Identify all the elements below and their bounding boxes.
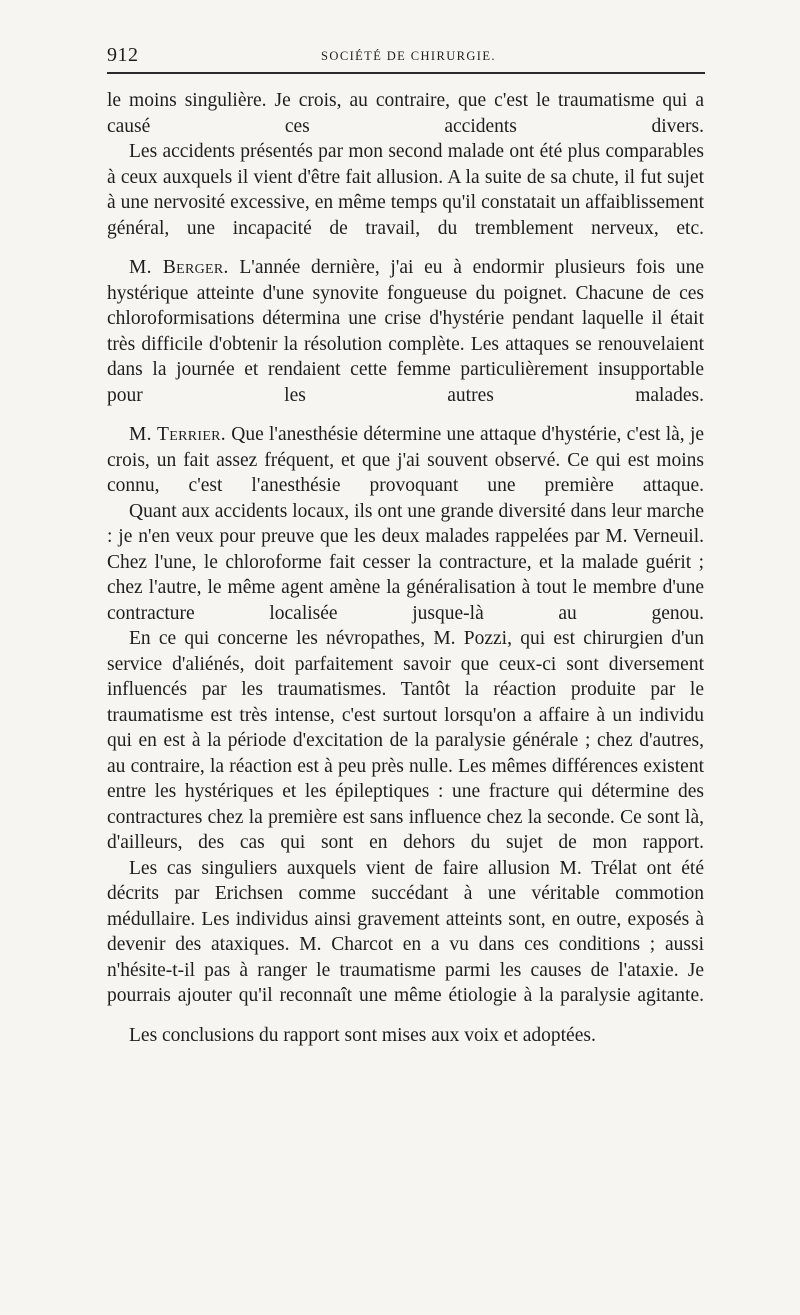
paragraph-nevropathes [107,626,704,856]
page-number: 912 [107,44,139,66]
paragraph-text: Que l'anesthésie détermine une attaque d'hystérie, c'est là, je crois, un fait assez fréquent, et que j'ai souvent observé. Ce qui est moins connu, c'est l'anesthésie provoquant une première attaque. [107,424,705,496]
paragraph-text: Quant aux accidents locaux, ils ont une grande diversité dans leur marche : je n'en veux pour preuve que les deux malades rappelées par M. Verneuil. Chez l'une, le chloroforme fait cesser la contracture, et la malade guérit ; chez l'autre, le même agent amène la généralisation à tout le membre d'une contracture localisée jusque-là au genou. [107,500,704,624]
paragraph-text: le moins singulière. Je crois, au contraire, que c'est le traumatisme qui a causé ces accidents divers. [107,90,704,137]
paragraph-text: Les cas singuliers auxquels vient de faire allusion M. Trélat ont été décrits par Erichsen comme succédant à une véritable commotion médullaire. Les individus ainsi gravement atteints sont, en outre, exposés à devenir des ataxiques. M. Charcot en a vu dans ces conditions ; aussi n'hésite-t-il pas à ranger le traumatisme parmi les causes de l'ataxie. Je pourrais ajouter qu'il reconnaît une même étiologie à la paralysie agitante. [107,857,704,1006]
paragraph-text: En ce qui concerne les névropathes, M. Pozzi, qui est chirurgien d'un service d'aliénés, doit parfaitement savoir que ceux-ci sont diversement influencés par les traumatismes. Tantôt la réaction produite par le traumatisme est très intense, c'est surtout lorsqu'on a affaire à un individu qui en est à la période d'excitation de la paralysie générale ; chez d'autres, au contraire, la réaction est à peu près nulle. Les mêmes différences existent entre les hystériques et les épileptiques : une fracture qui détermine des contractures chez la première est sans influence chez la seconde. Ce sont là, d'ailleurs, des cas qui sont en dehors du sujet de mon rapport. [107,628,704,853]
paragraph-text: Les conclusions du rapport sont mises aux voix et adoptées. [129,1024,596,1046]
paragraph-erichsen [107,856,704,1009]
paragraph-conclusions [107,1023,704,1049]
page-body [107,88,704,1048]
speaker-name: M. Berger. [129,257,229,278]
speaker-name: M. Terrier. [129,424,226,445]
header-rule [107,72,705,74]
paragraph-berger [107,255,704,408]
running-title: SOCIÉTÉ DE CHIRURGIE. [321,49,496,63]
paragraph-terrier [107,422,704,499]
paragraph-continuation [107,88,704,139]
paragraph-text: Les accidents présentés par mon second malade ont été plus comparables à ceux auxquels il vient d'être fait allusion. A la suite de sa chute, il fut sujet à une nervosité excessive, en même temps qu'il constatait un affaiblissement général, une incapacité de travail, du tremblement nerveux, etc. [107,141,704,239]
paragraph-second-malade [107,139,704,241]
page-header [107,44,704,68]
paragraph-accidents-locaux [107,499,704,627]
paragraph-text: L'année dernière, j'ai eu à endormir plusieurs fois une hystérique atteinte d'une synovite fongueuse du poignet. Chacune de ces chloroformisations détermina une crise d'hystérie pendant laquelle il était très difficile d'obtenir la résolution complète. Les attaques se renouvelaient dans la journée et rendaient cette femme particulièrement insupportable pour les autres malades. [107,257,704,406]
